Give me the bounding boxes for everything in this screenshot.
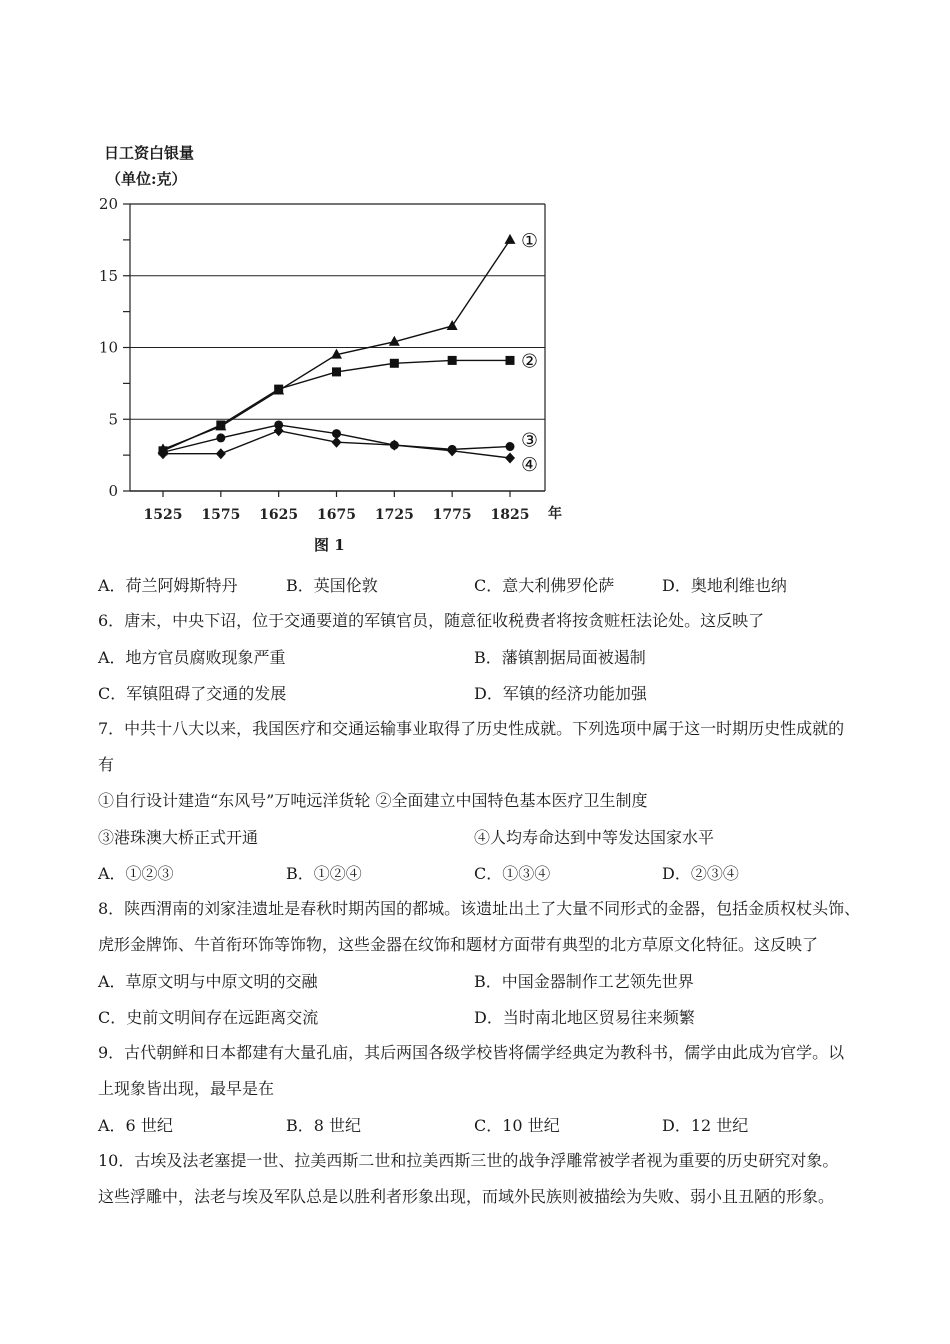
- q5-option-a[interactable]: A．荷兰阿姆斯特丹: [98, 576, 238, 595]
- q7-option-c[interactable]: C．①③④: [474, 864, 551, 883]
- q6-stem: 6．唐末，中央下诏，位于交通要道的军镇官员，随意征收税费者将按贪赃枉法论处。这反映了: [98, 611, 765, 630]
- q10-stem-line2: 这些浮雕中，法老与埃及军队总是以胜利者形象出现，而域外民族则被描绘为失败、弱小且丑陋的形象。: [98, 1187, 835, 1206]
- y-tick-label: 10: [98, 338, 118, 357]
- y-tick-label: 15: [98, 266, 118, 285]
- q9-option-b[interactable]: B．8 世纪: [286, 1116, 362, 1135]
- q6-option-d[interactable]: D．军镇的经济功能加强: [474, 684, 647, 703]
- square-point: [448, 356, 457, 365]
- q6-option-c[interactable]: C．军镇阻碍了交通的发展: [98, 684, 287, 703]
- q7-option-d[interactable]: D．②③④: [662, 864, 739, 883]
- wage-silver-chart: [92, 138, 572, 563]
- x-tick-label: 1675: [317, 507, 356, 523]
- circle-point: [506, 442, 515, 451]
- q5-option-d[interactable]: D．奥地利维也纳: [662, 576, 787, 595]
- x-tick-label: 1725: [374, 507, 414, 523]
- x-tick-label: 1625: [259, 507, 299, 523]
- chart-subtitle: （单位:克）: [106, 170, 187, 188]
- x-tick-label: 1525: [143, 507, 183, 523]
- q8-option-a[interactable]: A．草原文明与中原文明的交融: [98, 972, 318, 991]
- square-point: [332, 367, 341, 376]
- circle-point: [216, 433, 225, 442]
- q9-option-c[interactable]: C．10 世纪: [474, 1116, 560, 1135]
- q7-stem-line1: 7．中共十八大以来，我国医疗和交通运输事业取得了历史性成就。下列选项中属于这一时期历史性成就的: [98, 719, 845, 738]
- q6-option-a[interactable]: A．地方官员腐败现象严重: [98, 648, 286, 667]
- chart-plot: [92, 138, 572, 563]
- square-point: [390, 359, 399, 368]
- q8-stem-line1: 8．陕西渭南的刘家洼遗址是春秋时期芮国的都城。该遗址出土了大量不同形式的金器，包括金质权杖头饰、: [98, 899, 861, 918]
- q7-item-4: ④人均寿命达到中等发达国家水平: [474, 828, 715, 847]
- diamond-point: [389, 440, 399, 451]
- q8-option-d[interactable]: D．当时南北地区贸易往来频繁: [474, 1008, 695, 1027]
- y-tick-label: 5: [108, 410, 118, 429]
- x-tick-label: 1575: [201, 507, 241, 523]
- q8-stem-line2: 虎形金牌饰、牛首衔环饰等饰物，这些金器在纹饰和题材方面带有典型的北方草原文化特征。这反映了: [98, 935, 819, 954]
- x-tick-label: 1775: [432, 507, 472, 523]
- series-label: ③: [521, 429, 539, 452]
- x-tick-label: 1825: [490, 507, 530, 523]
- q9-option-d[interactable]: D．12 世纪: [662, 1116, 749, 1135]
- y-tick-label: 0: [108, 482, 118, 500]
- diamond-point: [505, 452, 515, 463]
- diamond-point: [332, 437, 342, 448]
- q10-stem-line1: 10．古埃及法老塞提一世、拉美西斯二世和拉美西斯三世的战争浮雕常被学者视为重要的历史研究对象。: [98, 1151, 839, 1170]
- q9-stem-line1: 9．古代朝鲜和日本都建有大量孔庙，其后两国各级学校皆将儒学经典定为教科书，儒学由此成为官学。以: [98, 1043, 845, 1062]
- series-label: ①: [521, 229, 539, 252]
- q7-items-line1: ①自行设计建造“东风号”万吨远洋货轮 ②全面建立中国特色基本医疗卫生制度: [98, 791, 648, 810]
- q9-stem-line2: 上现象皆出现，最早是在: [98, 1079, 275, 1098]
- q5-option-b[interactable]: B．英国伦敦: [286, 576, 378, 595]
- square-point: [216, 420, 225, 429]
- q5-option-c[interactable]: C．意大利佛罗伦萨: [474, 576, 615, 595]
- series-label: ②: [521, 350, 539, 373]
- square-point: [274, 385, 283, 394]
- q9-option-a[interactable]: A．6 世纪: [98, 1116, 173, 1135]
- q7-stem-line2: 有: [98, 755, 115, 774]
- triangle-point: [505, 234, 516, 244]
- q7-option-b[interactable]: B．①②④: [286, 864, 362, 883]
- x-axis-label: 年: [548, 506, 562, 522]
- q8-option-b[interactable]: B．中国金器制作工艺领先世界: [474, 972, 694, 991]
- diamond-point: [216, 448, 226, 459]
- q6-option-b[interactable]: B．藩镇割据局面被遏制: [474, 648, 646, 667]
- q7-item-3: ③港珠澳大桥正式开通: [98, 828, 259, 847]
- chart-title: 日工资白银量: [104, 144, 195, 162]
- square-point: [506, 356, 515, 365]
- q7-option-a[interactable]: A．①②③: [98, 864, 174, 883]
- y-tick-label: 20: [98, 195, 118, 213]
- series-line: [163, 240, 510, 450]
- q8-option-c[interactable]: C．史前文明间存在远距离交流: [98, 1008, 319, 1027]
- series-label: ④: [521, 453, 539, 476]
- chart-caption: 图 1: [314, 536, 345, 554]
